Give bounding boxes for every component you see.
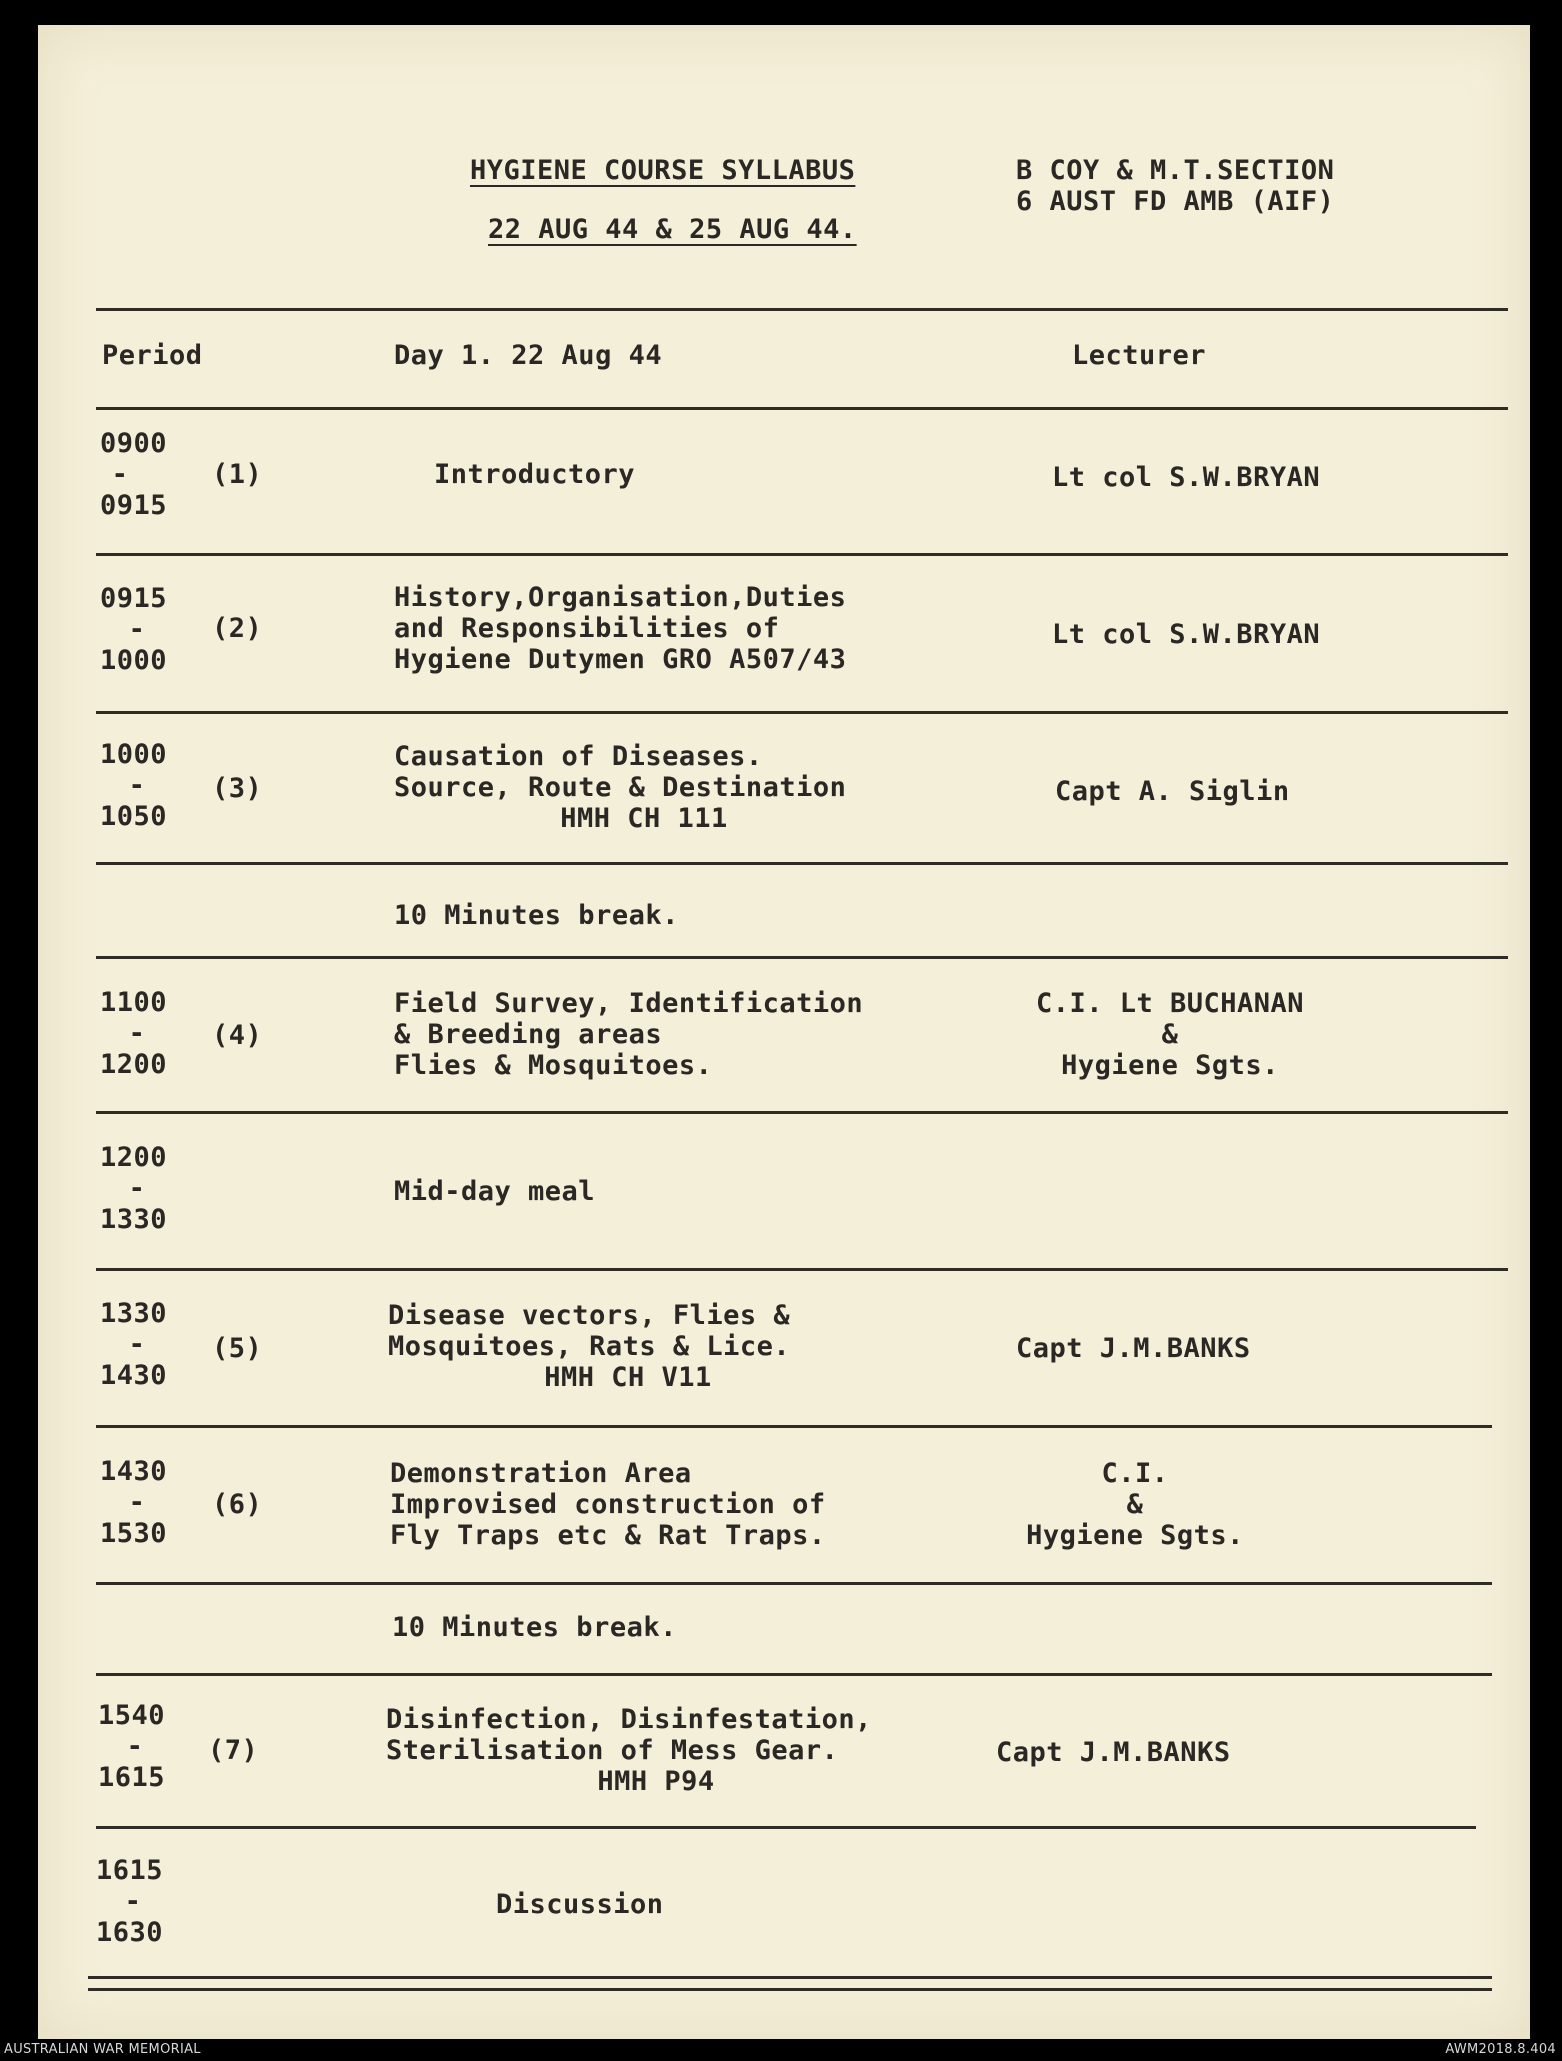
discussion-note: Discussion <box>496 1889 664 1920</box>
period-time: 1330 - 1430 <box>100 1298 168 1391</box>
session-number: (4) <box>212 1020 263 1051</box>
footer-accession-number: AWM2018.8.404 <box>1445 2042 1556 2057</box>
session-number: (6) <box>212 1489 263 1520</box>
period-time: 1100 - 1200 <box>100 987 168 1080</box>
row-rule <box>96 862 1508 865</box>
period-time: 1430 - 1530 <box>100 1456 168 1549</box>
column-header-period: Period <box>102 340 203 371</box>
period-time: 1615 - 1630 <box>96 1855 164 1948</box>
period-time: 1200 - 1330 <box>100 1142 168 1235</box>
session-subject: Field Survey, Identification & Breeding areas Flies & Mosquitoes. <box>394 988 864 1081</box>
session-lecturer: Capt J.M.BANKS <box>996 1737 1231 1768</box>
unit-line-2: 6 AUST FD AMB (AIF) <box>1016 186 1335 217</box>
column-header-day: Day 1. 22 Aug 44 <box>394 340 663 371</box>
session-subject: Disinfection, Disinfestation, Sterilisation of Mess Gear. HMH P94 <box>386 1704 872 1797</box>
row-rule <box>96 1111 1508 1114</box>
unit-line-1: B COY & M.T.SECTION <box>1016 155 1335 186</box>
period-time: 0900 - 0915 <box>100 428 168 521</box>
session-number: (5) <box>212 1333 263 1364</box>
meal-note: Mid-day meal <box>394 1176 596 1207</box>
row-rule <box>96 711 1508 714</box>
column-header-lecturer: Lecturer <box>1072 340 1207 371</box>
break-note: 10 Minutes break. <box>394 900 679 931</box>
session-number: (3) <box>212 773 263 804</box>
session-subject: Disease vectors, Flies & Mosquitoes, Rats & Lice. HMH CH V11 <box>388 1300 791 1393</box>
footer-credit: AUSTRALIAN WAR MEMORIAL <box>4 2042 201 2057</box>
session-subject: Demonstration Area Improvised construction of Fly Traps etc & Rat Traps. <box>390 1458 826 1551</box>
session-number: (2) <box>212 613 263 644</box>
session-number: (1) <box>212 459 263 490</box>
period-time: 0915 - 1000 <box>100 583 168 676</box>
row-rule <box>96 1268 1508 1271</box>
header-rule <box>96 308 1508 311</box>
row-rule <box>96 1673 1492 1676</box>
session-subject: Causation of Diseases. Source, Route & Destination HMH CH 111 <box>394 741 847 834</box>
document-dates: 22 AUG 44 & 25 AUG 44. <box>488 214 857 245</box>
row-rule <box>96 1826 1476 1829</box>
session-subject: Introductory <box>434 459 636 490</box>
closing-rule <box>88 1988 1492 1991</box>
row-rule <box>96 1582 1492 1585</box>
session-lecturer: Capt A. Siglin <box>1055 776 1290 807</box>
session-subject: History,Organisation,Duties and Responsibilities of Hygiene Dutymen GRO A507/43 <box>394 582 847 675</box>
session-number: (7) <box>208 1735 259 1766</box>
session-lecturer: Lt col S.W.BRYAN <box>1052 619 1321 650</box>
closing-rule <box>88 1976 1492 1979</box>
row-rule <box>96 553 1508 556</box>
period-time: 1000 - 1050 <box>100 739 168 832</box>
session-lecturer: C.I. & Hygiene Sgts. <box>1026 1458 1244 1551</box>
row-rule <box>96 407 1508 410</box>
break-note: 10 Minutes break. <box>392 1612 677 1643</box>
row-rule <box>96 956 1508 959</box>
document-title: HYGIENE COURSE SYLLABUS <box>470 155 856 186</box>
row-rule <box>96 1425 1492 1428</box>
session-lecturer: Lt col S.W.BRYAN <box>1052 462 1321 493</box>
session-lecturer: C.I. Lt BUCHANAN & Hygiene Sgts. <box>1035 988 1305 1081</box>
period-time: 1540 - 1615 <box>98 1700 166 1793</box>
session-lecturer: Capt J.M.BANKS <box>1016 1333 1251 1364</box>
